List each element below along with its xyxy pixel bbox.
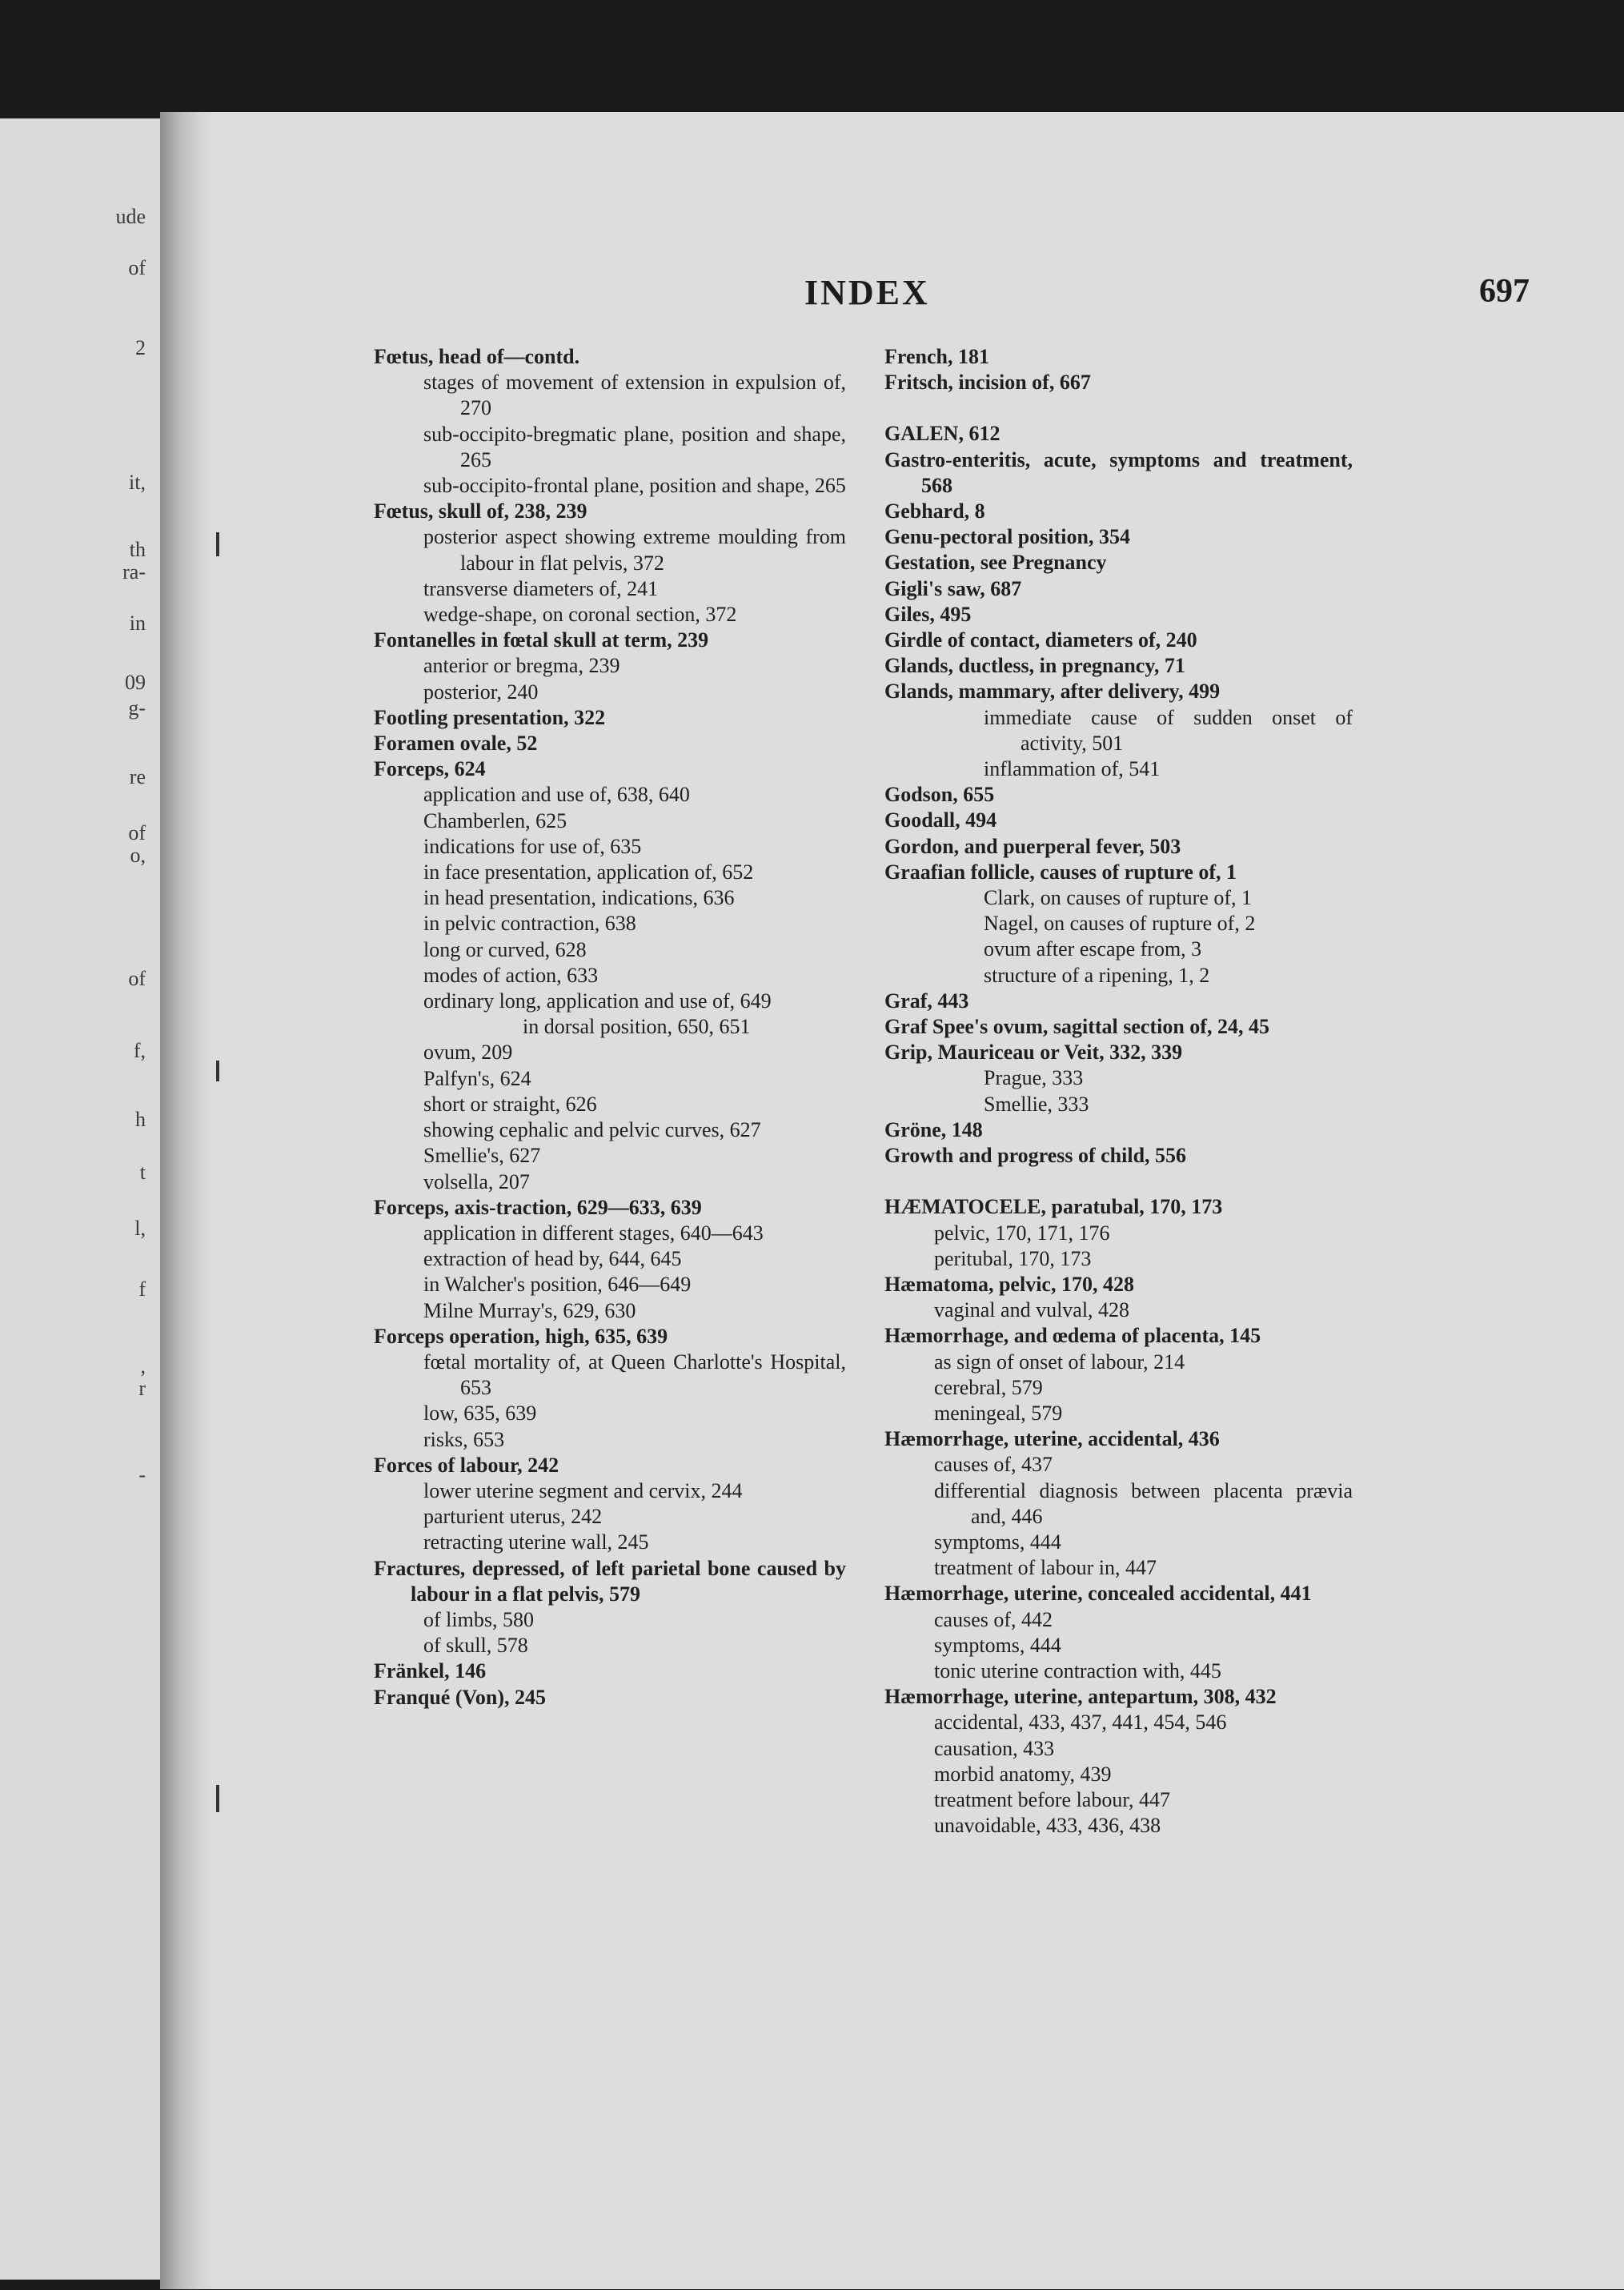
index-subentry: causes of, 437	[934, 1453, 1053, 1477]
previous-page-fragment: o,	[130, 844, 146, 867]
previous-page-fragment: g-	[128, 696, 146, 720]
index-subentry: inflammation of, 541	[984, 757, 1161, 781]
index-entry: Forceps, 624	[374, 757, 486, 781]
index-subentry: posterior aspect showing extreme moulding from labour in flat pelvis, 372	[423, 525, 846, 575]
previous-page-fragment: ra-	[122, 560, 146, 584]
index-entry: Giles, 495	[884, 602, 972, 626]
index-entry: Graf Spee's ovum, sagittal section of, 24, 45	[884, 1015, 1269, 1039]
page-header	[212, 272, 1624, 320]
index-subentry: peritubal, 170, 173	[934, 1246, 1092, 1270]
index-subentry: ordinary long, application and use of, 649	[423, 989, 772, 1013]
index-subentry: sub-occipito-frontal plane, position and shape, 265	[423, 474, 846, 498]
index-entry: Gigli's saw, 687	[884, 576, 1022, 600]
index-entry: GALEN, 612	[884, 422, 1000, 446]
previous-page-fragment: h	[135, 1108, 146, 1131]
index-entry: French, 181	[884, 345, 989, 368]
index-entry: Gebhard, 8	[884, 499, 985, 523]
index-subentry: fœtal mortality of, at Queen Charlotte's Hospital, 653	[423, 1350, 846, 1400]
index-subentry: transverse diameters of, 241	[423, 576, 659, 600]
book-gutter	[160, 112, 216, 2289]
index-subentry: in face presentation, application of, 652	[423, 860, 754, 884]
index-entry: HÆMATOCELE, paratubal, 170, 173	[884, 1195, 1223, 1219]
previous-page-fragment: -	[138, 1463, 146, 1486]
previous-page-edge	[0, 118, 160, 2280]
index-subentry: morbid anatomy, 439	[934, 1762, 1112, 1786]
index-subentry: showing cephalic and pelvic curves, 627	[423, 1118, 761, 1142]
index-entry: Forceps operation, high, 635, 639	[374, 1324, 668, 1348]
index-subentry: Nagel, on causes of rupture of, 2	[984, 912, 1256, 936]
index-subentry: sub-occipito-bregmatic plane, position and shape, 265	[423, 422, 846, 471]
index-subentry: meningeal, 579	[934, 1401, 1063, 1425]
scan-mark	[216, 1061, 219, 1081]
index-subentry: stages of movement of extension in expulsion of, 270	[423, 371, 846, 420]
previous-page-fragment: in	[129, 612, 146, 635]
index-entry: Graafian follicle, causes of rupture of, 1	[884, 860, 1237, 884]
index-entry: Hæmorrhage, uterine, antepartum, 308, 432	[884, 1685, 1277, 1709]
previous-page-fragment: l,	[134, 1217, 146, 1240]
index-subentry: anterior or bregma, 239	[423, 654, 620, 678]
index-subentry: causes of, 442	[934, 1607, 1053, 1631]
index-subentry: in head presentation, indications, 636	[423, 886, 735, 910]
index-entry: Forces of labour, 242	[374, 1453, 559, 1477]
index-entry: Glands, mammary, after delivery, 499	[884, 680, 1221, 704]
index-entry: Growth and progress of child, 556	[884, 1144, 1187, 1168]
index-entry: Footling presentation, 322	[374, 705, 606, 729]
index-entry: Fränkel, 146	[374, 1659, 487, 1683]
index-subentry: Milne Murray's, 629, 630	[423, 1298, 636, 1322]
previous-page-fragment: re	[129, 765, 146, 788]
index-subentry: cerebral, 579	[934, 1375, 1043, 1399]
index-entry: Fractures, depressed, of left parietal bone caused by labour in a flat pelvis, 579	[374, 1556, 846, 1606]
previous-page-fragment: it,	[129, 471, 146, 494]
index-subentry: treatment of labour in, 447	[934, 1556, 1157, 1580]
index-subentry: application in different stages, 640—643	[423, 1221, 764, 1245]
index-entry: Gordon, and puerperal fever, 503	[884, 834, 1181, 858]
index-subentry: of skull, 578	[423, 1634, 528, 1658]
scan-mark	[216, 1785, 219, 1812]
previous-page-fragment: of	[128, 967, 146, 990]
index-subentry: volsella, 207	[423, 1169, 530, 1193]
index-entry: Forceps, axis-traction, 629—633, 639	[374, 1195, 702, 1219]
index-entry: Fritsch, incision of, 667	[884, 371, 1091, 395]
index-subentry: lower uterine segment and cervix, 244	[423, 1478, 743, 1502]
index-subentry: tonic uterine contraction with, 445	[934, 1658, 1221, 1682]
index-subentry: posterior, 240	[423, 680, 539, 704]
index-subentry: wedge-shape, on coronal section, 372	[423, 603, 737, 627]
index-subentry: structure of a ripening, 1, 2	[984, 963, 1210, 987]
index-subentry: Clark, on causes of rupture of, 1	[984, 886, 1253, 910]
index-subentry: long or curved, 628	[423, 937, 587, 961]
page-title: INDEX	[804, 273, 930, 312]
index-entry: Genu-pectoral position, 354	[884, 525, 1130, 549]
index-subentry: treatment before labour, 447	[934, 1787, 1170, 1811]
previous-page-fragment: ,	[140, 1354, 146, 1378]
index-entry: Goodall, 494	[884, 808, 997, 832]
index-subentry: in dorsal position, 650, 651	[523, 1015, 751, 1039]
previous-page-fragment: r	[138, 1377, 146, 1400]
index-entry: Hæmorrhage, uterine, concealed accidental, 441	[884, 1582, 1312, 1606]
index-entry: Girdle of contact, diameters of, 240	[884, 628, 1197, 652]
index-subentry: Prague, 333	[984, 1066, 1084, 1090]
index-entry: Glands, ductless, in pregnancy, 71	[884, 654, 1185, 678]
index-subentry: parturient uterus, 242	[423, 1505, 603, 1529]
scan-mark	[216, 532, 219, 556]
index-entry: Grip, Mauriceau or Veit, 332, 339	[884, 1041, 1183, 1065]
index-subentry: Smellie, 333	[984, 1092, 1089, 1116]
index-entry: Franqué (Von), 245	[374, 1685, 547, 1709]
index-page	[212, 112, 1624, 2289]
previous-page-fragment: th	[129, 538, 146, 561]
index-column-left	[374, 344, 846, 1710]
previous-page-fragment: 2	[135, 336, 146, 359]
previous-page-fragment: f	[138, 1277, 146, 1301]
index-subentry: application and use of, 638, 640	[423, 783, 690, 807]
previous-page-fragment: f,	[133, 1039, 146, 1062]
index-subentry: in Walcher's position, 646—649	[423, 1273, 692, 1297]
previous-page-fragment: ude	[115, 205, 146, 228]
index-subentry: Chamberlen, 625	[423, 808, 567, 832]
index-subentry: Palfyn's, 624	[423, 1066, 531, 1090]
index-subentry: accidental, 433, 437, 441, 454, 546	[934, 1710, 1227, 1735]
index-entry: Hæmorrhage, uterine, accidental, 436	[884, 1427, 1220, 1451]
index-entry: Gröne, 148	[884, 1117, 983, 1141]
index-entry: Fœtus, skull of, 238, 239	[374, 499, 587, 523]
index-entry: Fontanelles in fœtal skull at term, 239	[374, 628, 709, 652]
index-subentry: risks, 653	[423, 1427, 505, 1451]
index-subentry: differential diagnosis between placenta prævia and, 446	[934, 1478, 1353, 1528]
index-subentry: as sign of onset of labour, 214	[934, 1350, 1185, 1374]
index-subentry: modes of action, 633	[423, 963, 599, 987]
index-entry: Gestation, see Pregnancy	[884, 551, 1107, 575]
index-entry: Graf, 443	[884, 989, 969, 1013]
index-subentry: short or straight, 626	[423, 1092, 597, 1116]
index-entry: Fœtus, head of—contd.	[374, 345, 580, 368]
index-entry: Gastro-enteritis, acute, symptoms and treatment, 568	[884, 447, 1353, 497]
index-subentry: in pelvic contraction, 638	[423, 912, 636, 936]
index-column-right	[884, 344, 1353, 1839]
index-subentry: unavoidable, 433, 436, 438	[934, 1814, 1161, 1838]
index-subentry: ovum, 209	[423, 1041, 513, 1065]
index-subentry: of limbs, 580	[423, 1607, 534, 1631]
index-subentry: retracting uterine wall, 245	[423, 1530, 649, 1554]
previous-page-fragment: 09	[125, 671, 146, 694]
index-subentry: Smellie's, 627	[423, 1144, 541, 1168]
index-entry: Hæmatoma, pelvic, 170, 428	[884, 1272, 1134, 1296]
section-gap	[884, 1169, 1353, 1194]
index-subentry: symptoms, 444	[934, 1530, 1061, 1554]
index-subentry: immediate cause of sudden onset of activity, 501	[984, 705, 1353, 755]
index-entry: Godson, 655	[884, 783, 995, 807]
index-subentry: extraction of head by, 644, 645	[423, 1247, 682, 1271]
index-subentry: causation, 433	[934, 1736, 1055, 1760]
previous-page-fragment: of	[128, 256, 146, 279]
page-number: 697	[1479, 273, 1530, 310]
index-subentry: symptoms, 444	[934, 1633, 1061, 1657]
index-subentry: ovum after escape from, 3	[984, 937, 1202, 961]
section-gap	[884, 395, 1353, 421]
previous-page-fragment: of	[128, 821, 146, 844]
previous-page-fragment: t	[139, 1161, 146, 1184]
index-entry: Hæmorrhage, and œdema of placenta, 145	[884, 1324, 1261, 1348]
index-subentry: vaginal and vulval, 428	[934, 1298, 1130, 1322]
index-entry: Foramen ovale, 52	[374, 732, 538, 756]
index-subentry: indications for use of, 635	[423, 834, 642, 858]
index-subentry: pelvic, 170, 171, 176	[934, 1221, 1110, 1245]
index-subentry: low, 635, 639	[423, 1402, 537, 1426]
